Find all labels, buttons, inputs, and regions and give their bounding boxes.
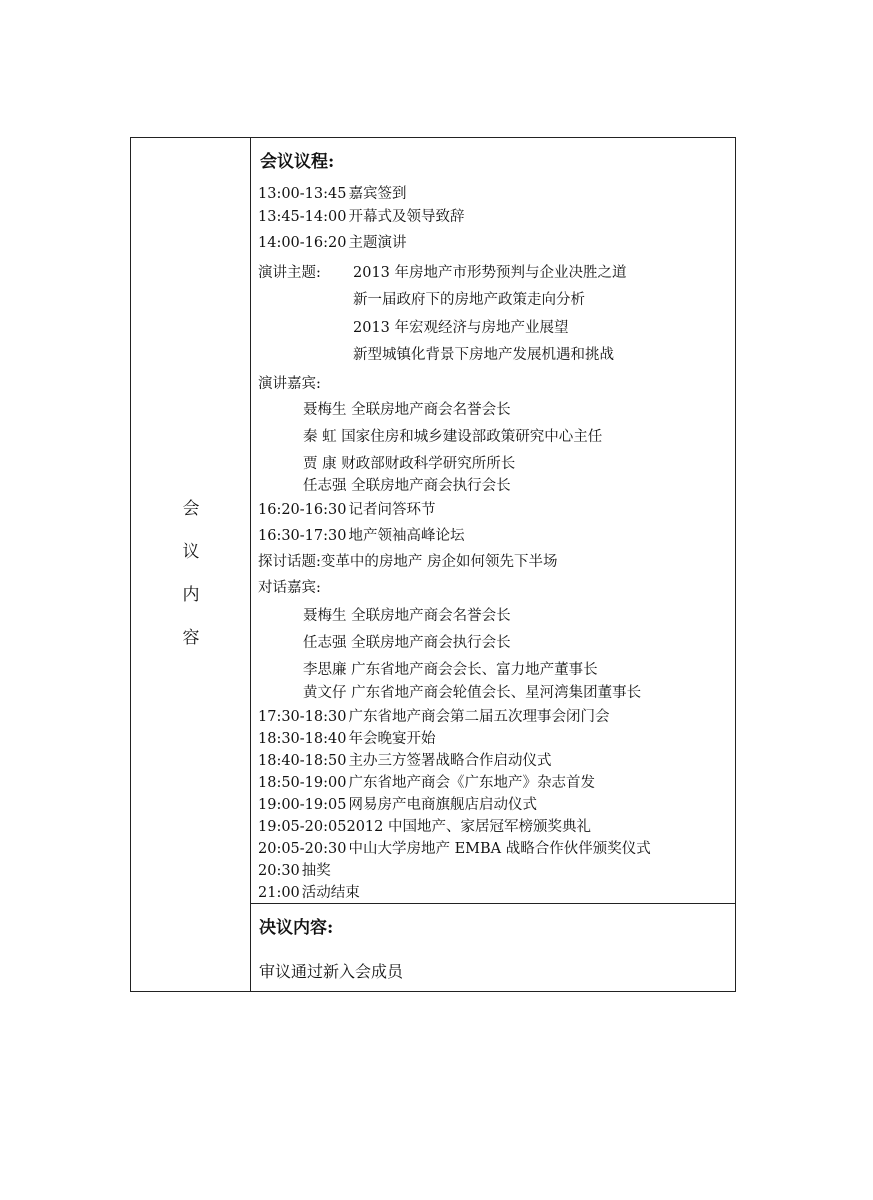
resolution-section — [251, 904, 735, 991]
agenda-item — [258, 818, 591, 836]
agenda-item — [258, 527, 464, 545]
discussion-topic: 探讨话题:变革中的房地产 房企如何领先下半场 — [258, 554, 558, 570]
dialogue-guest: 聂梅生 全联房地产商会名誉会长 — [303, 608, 511, 624]
agenda-item — [258, 862, 331, 880]
resolution-text: 审议通过新入会成员 — [259, 962, 404, 981]
speaker: 贾 康 财政部财政科学研究所所长 — [303, 456, 516, 472]
label-char: 内 — [182, 585, 200, 605]
speaker: 任志强 全联房地产商会执行会长 — [303, 478, 511, 494]
content-column — [251, 138, 735, 991]
agenda-text: 主办三方签署战略合作启动仪式 — [348, 753, 552, 769]
agenda-item — [258, 884, 360, 902]
agenda-time: 17:30-18:30 — [258, 709, 347, 725]
agenda-item — [258, 796, 537, 814]
meeting-table — [130, 137, 736, 992]
agenda-item — [258, 708, 609, 726]
agenda-item — [258, 234, 406, 252]
agenda-time: 16:20-16:30 — [258, 502, 347, 518]
agenda-time: 13:00-13:45 — [258, 186, 347, 202]
agenda-item — [258, 208, 464, 226]
speaker: 秦 虹 国家住房和城乡建设部政策研究中心主任 — [303, 429, 603, 445]
dialogue-guest: 黄文仔 广东省地产商会轮值会长、星河湾集团董事长 — [303, 685, 642, 701]
agenda-time: 13:45-14:00 — [258, 209, 347, 225]
agenda-time: 18:40-18:50 — [258, 753, 347, 769]
dialogue-guest: 任志强 全联房地产商会执行会长 — [303, 635, 511, 651]
meeting-content-label — [131, 488, 251, 660]
agenda-time: 19:00-19:05 — [258, 797, 347, 813]
resolution-heading: 决议内容: — [259, 918, 334, 938]
agenda-item — [258, 752, 551, 770]
agenda-time: 20:30 — [258, 863, 300, 879]
agenda-time: 20:05-20:30 — [258, 841, 347, 857]
agenda-time: 18:30-18:40 — [258, 731, 347, 747]
speech-topic: 新一届政府下的房地产政策走向分析 — [353, 292, 585, 308]
agenda-time: 19:05-20:05 — [258, 819, 347, 835]
agenda-text: 开幕式及领导致辞 — [348, 209, 465, 225]
agenda-item — [258, 185, 406, 203]
speakers-label: 演讲嘉宾: — [258, 376, 321, 392]
agenda-heading: 会议议程: — [260, 152, 335, 172]
agenda-time: 18:50-19:00 — [258, 775, 347, 791]
agenda-time: 14:00-16:20 — [258, 235, 347, 251]
agenda-text: 抽奖 — [301, 863, 331, 879]
label-char: 议 — [182, 542, 200, 562]
dialogue-guest: 李思廉 广东省地产商会会长、富力地产董事长 — [303, 662, 598, 678]
speech-topic: 2013 年房地产市形势预判与企业决胜之道 — [353, 265, 627, 281]
speech-topics-label: 演讲主题: — [258, 265, 321, 281]
speech-topic: 新型城镇化背景下房地产发展机遇和挑战 — [353, 347, 614, 363]
label-char: 容 — [182, 628, 200, 648]
dialogue-label: 对话嘉宾: — [258, 580, 321, 596]
agenda-time: 16:30-17:30 — [258, 528, 347, 544]
agenda-text: 地产领袖高峰论坛 — [348, 528, 465, 544]
agenda-text: 嘉宾签到 — [348, 186, 407, 202]
label-column — [131, 138, 251, 991]
agenda-text: 活动结束 — [301, 885, 360, 901]
agenda-item — [258, 730, 435, 748]
agenda-text: 年会晚宴开始 — [348, 731, 436, 747]
agenda-time: 21:00 — [258, 885, 300, 901]
agenda-item — [258, 501, 435, 519]
agenda-section — [251, 138, 735, 904]
agenda-text: 记者问答环节 — [348, 502, 436, 518]
agenda-text: 广东省地产商会第二届五次理事会闭门会 — [348, 709, 610, 725]
speech-topic: 2013 年宏观经济与房地产业展望 — [353, 320, 569, 336]
label-char: 会 — [182, 499, 200, 519]
agenda-text: 2012 中国地产、家居冠军榜颁奖典礼 — [346, 819, 591, 835]
agenda-text: 主题演讲 — [348, 235, 407, 251]
agenda-text: 中山大学房地产 EMBA 战略合作伙伴颁奖仪式 — [348, 841, 651, 857]
speaker: 聂梅生 全联房地产商会名誉会长 — [303, 402, 511, 418]
agenda-item — [258, 774, 595, 792]
agenda-text: 广东省地产商会《广东地产》杂志首发 — [348, 775, 595, 791]
agenda-text: 网易房产电商旗舰店启动仪式 — [348, 797, 537, 813]
agenda-item — [258, 840, 651, 858]
